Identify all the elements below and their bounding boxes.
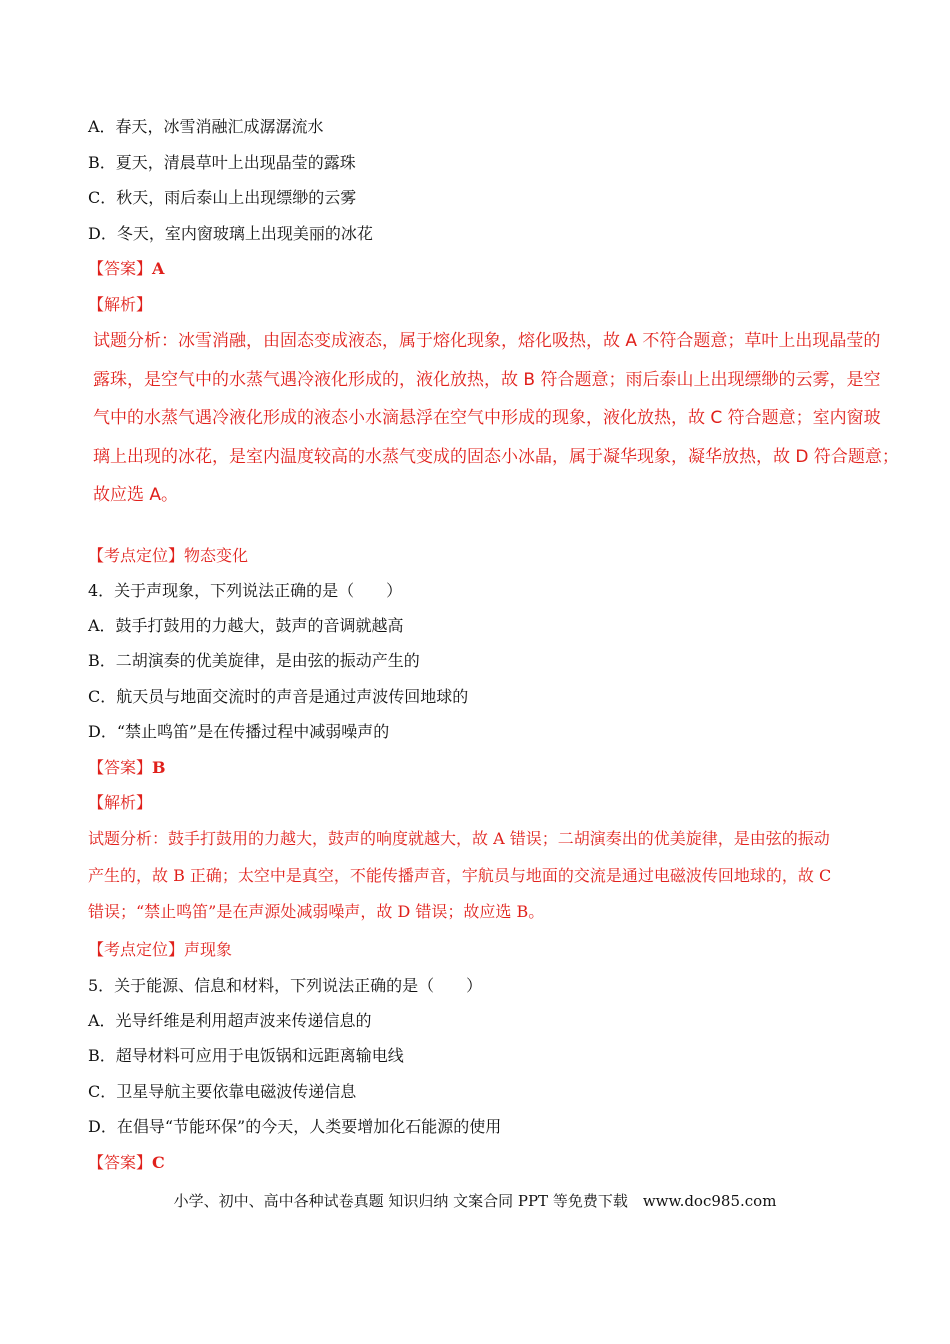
q5-option-d: D．在倡导“节能环保”的今天，人类要增加化石能源的使用: [88, 1117, 502, 1136]
analysis-line: 露珠，是空气中的水蒸气遇冷液化形成的，液化放热，故 B 符合题意；雨后泰山上出现缥缈的云雾，是空: [93, 369, 881, 390]
analysis-line: 试题分析：冰雪消融，由固态变成液态，属于熔化现象，熔化吸热，故 A 不符合题意；草叶上出现晶莹的: [93, 331, 881, 351]
answer-value: B: [152, 758, 166, 777]
analysis-line: 错误；“禁止鸣笛”是在声源处减弱噪声，故 D 错误；故应选 B。: [88, 902, 545, 921]
topic-value: 声现象: [184, 940, 233, 959]
analysis-line: 气中的水蒸气遇冷液化形成的液态小水滴悬浮在空气中形成的现象，液化放热，故 C 符合题意；室内窗玻: [93, 408, 881, 428]
q4-topic: [88, 940, 232, 960]
q4-analysis: [88, 821, 878, 931]
q3-option-d: D．冬天，室内窗玻璃上出现美丽的冰花: [88, 224, 373, 243]
topic-label: 【考点定位】: [88, 546, 185, 565]
q3-topic: [88, 546, 248, 566]
analysis-line: 璃上出现的冰花，是室内温度较高的水蒸气变成的固态小冰晶，属于凝华现象，凝华放热，故 D 符合题意；: [93, 446, 899, 467]
q4-option-a: A．鼓手打鼓用的力越大，鼓声的音调就越高: [88, 616, 404, 635]
q3-option-a: A．春天，冰雪消融汇成潺潺流水: [88, 117, 324, 136]
answer-label: 【答案】: [88, 1153, 153, 1172]
answer-value: C: [152, 1153, 165, 1172]
q5-question: 5．关于能源、信息和材料，下列说法正确的是（ ）: [88, 976, 483, 995]
analysis-line: 故应选 A。: [93, 485, 179, 505]
q3-option-b: B．夏天，清晨草叶上出现晶莹的露珠: [88, 153, 356, 172]
analysis-line: 产生的，故 B 正确；太空中是真空，不能传播声音，宇航员与地面的交流是通过电磁波传回地球的，故 C: [88, 865, 832, 885]
topic-label: 【考点定位】: [88, 940, 185, 959]
q4-option-c: C．航天员与地面交流时的声音是通过声波传回地球的: [88, 687, 469, 706]
answer-label: 【答案】: [88, 758, 153, 777]
q4-option-b: B．二胡演奏的优美旋律，是由弦的振动产生的: [88, 651, 420, 670]
q3-analysis-label: 【解析】: [88, 295, 153, 314]
topic-value: 物态变化: [184, 546, 249, 565]
q5-option-b: B．超导材料可应用于电饭锅和远距离输电线: [88, 1046, 404, 1065]
q4-answer: [88, 758, 166, 778]
q4-question: 4．关于声现象，下列说法正确的是（ ）: [88, 581, 403, 600]
analysis-line: 试题分析：鼓手打鼓用的力越大，鼓声的响度就越大，故 A 错误；二胡演奏出的优美旋律，是由弦的振动: [88, 829, 830, 848]
answer-label: 【答案】: [88, 259, 153, 278]
answer-value: A: [152, 259, 165, 278]
q5-answer: [88, 1153, 165, 1173]
q5-option-c: C．卫星导航主要依靠电磁波传递信息: [88, 1082, 357, 1101]
q4-option-d: D．“禁止鸣笛”是在传播过程中减弱噪声的: [88, 722, 390, 741]
q3-option-c: C．秋天，雨后泰山上出现缥缈的云雾: [88, 188, 357, 207]
page-footer: 小学、初中、高中各种试卷真题 知识归纳 文案合同 PPT 等免费下载 www.doc985.com: [173, 1192, 777, 1210]
q5-option-a: A．光导纤维是利用超声波来传递信息的: [88, 1011, 372, 1030]
q3-answer: [88, 259, 164, 279]
q3-analysis: [93, 322, 899, 515]
q4-analysis-label: 【解析】: [88, 793, 153, 812]
